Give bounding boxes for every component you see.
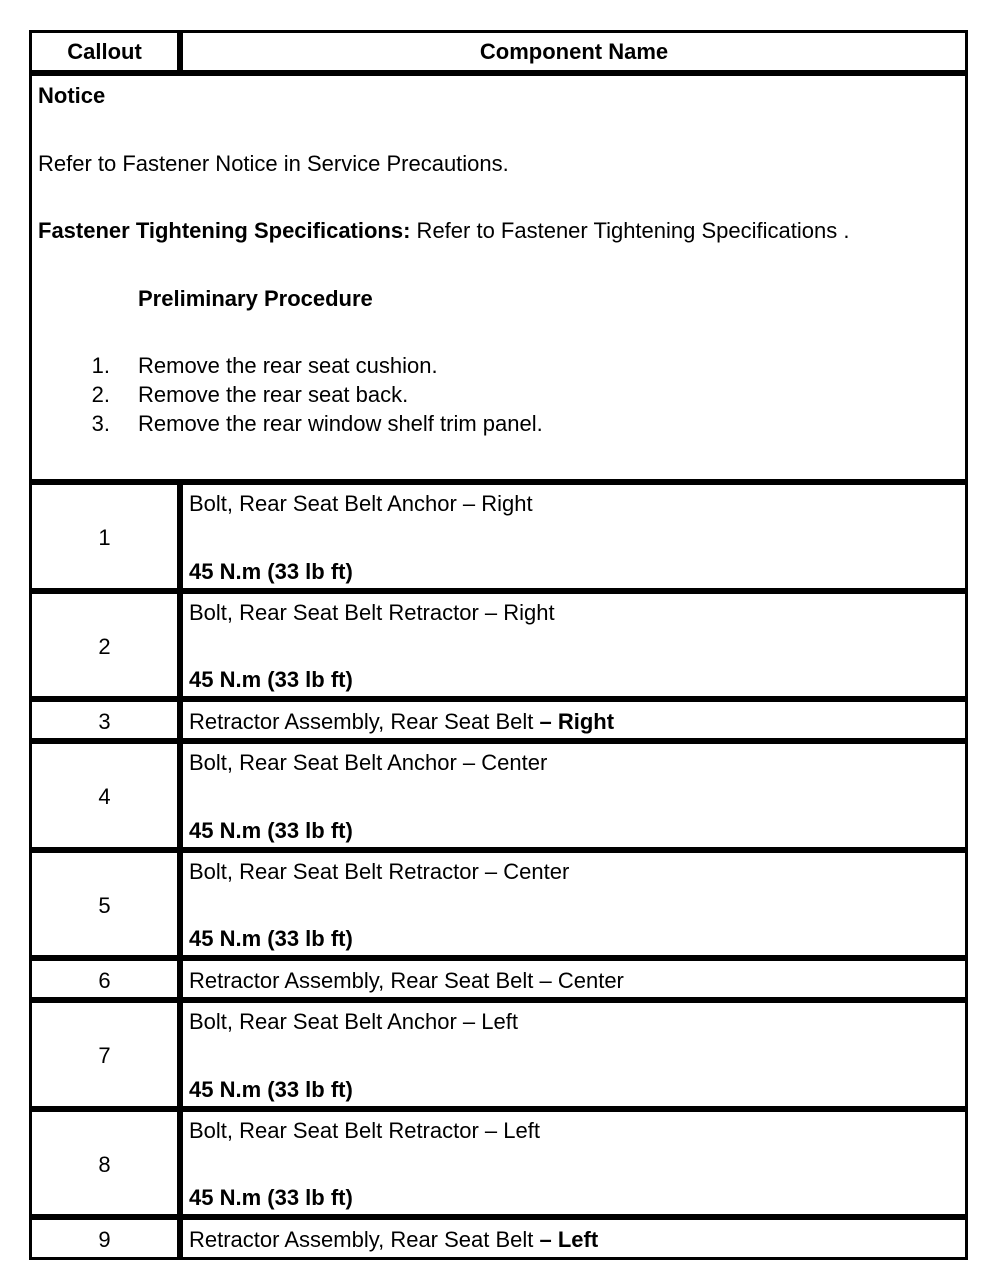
callout-number: 8 — [98, 1152, 111, 1177]
callout-number: 4 — [98, 784, 111, 809]
callout-number: 3 — [98, 709, 111, 734]
fastener-spec-text: Refer to Fastener Tightening Specifications . — [410, 218, 850, 243]
row-separator — [32, 847, 965, 853]
torque-spec: 45 N.m (33 lb ft) — [189, 818, 353, 843]
step-text: Remove the rear seat back. — [138, 382, 409, 407]
fastener-notice-text: Refer to Fastener Notice in Service Precautions. — [38, 151, 509, 176]
callout-number: 1 — [98, 525, 111, 550]
component-name: Bolt, Rear Seat Belt Retractor – Left — [189, 1118, 540, 1143]
component-name: Bolt, Rear Seat Belt Anchor – Right — [189, 491, 533, 516]
torque-spec: 45 N.m (33 lb ft) — [189, 926, 353, 951]
row-divider — [177, 485, 183, 589]
component-name: Bolt, Rear Seat Belt Anchor – Left — [189, 1009, 518, 1034]
step-text: Remove the rear seat cushion. — [138, 353, 438, 378]
step-number: 3. — [91, 411, 110, 436]
torque-spec: 45 N.m (33 lb ft) — [189, 667, 353, 692]
row-separator — [32, 738, 965, 744]
header-divider — [177, 33, 183, 71]
fastener-spec-line — [38, 218, 849, 244]
component-name: Bolt, Rear Seat Belt Retractor – Center — [189, 859, 570, 884]
row-divider — [177, 702, 183, 739]
component-name-side: – Left — [539, 1227, 599, 1252]
callout-number: 7 — [98, 1043, 111, 1068]
step-text: Remove the rear window shelf trim panel. — [138, 411, 543, 436]
component-name: Bolt, Rear Seat Belt Retractor – Right — [189, 600, 555, 625]
step-number: 2. — [91, 382, 110, 407]
fastener-spec-label: Fastener Tightening Specifications: — [38, 218, 411, 243]
row-divider — [177, 961, 183, 998]
row-divider — [177, 1003, 183, 1107]
row-divider — [177, 1112, 183, 1215]
row-divider — [177, 594, 183, 697]
notice-separator — [32, 479, 965, 485]
row-separator — [32, 997, 965, 1003]
step-number: 1. — [91, 353, 110, 378]
header-separator — [32, 70, 965, 76]
component-name-main: Retractor Assembly, Rear Seat Belt — [189, 1227, 540, 1252]
component-column-header: Component Name — [479, 39, 669, 64]
callout-number: 2 — [98, 634, 111, 659]
row-divider — [177, 744, 183, 848]
row-separator — [32, 1214, 965, 1220]
torque-spec: 45 N.m (33 lb ft) — [189, 559, 353, 584]
notice-title: Notice — [38, 83, 106, 108]
component-name — [189, 1227, 598, 1253]
torque-spec: 45 N.m (33 lb ft) — [189, 1077, 353, 1102]
component-name: Bolt, Rear Seat Belt Anchor – Center — [189, 750, 548, 775]
row-separator — [32, 696, 965, 702]
row-divider — [177, 1220, 183, 1257]
callout-number: 6 — [98, 968, 111, 993]
component-name: Retractor Assembly, Rear Seat Belt – Center — [189, 968, 624, 993]
component-name-main: Retractor Assembly, Rear Seat Belt — [189, 709, 540, 734]
callout-number: 9 — [98, 1227, 111, 1252]
callout-number: 5 — [98, 893, 111, 918]
row-divider — [177, 853, 183, 956]
row-separator — [32, 1106, 965, 1112]
row-separator — [32, 588, 965, 594]
component-name-side: – Right — [539, 709, 615, 734]
row-separator — [32, 955, 965, 961]
component-table — [29, 30, 968, 1260]
component-name — [189, 709, 614, 735]
torque-spec: 45 N.m (33 lb ft) — [189, 1185, 353, 1210]
preliminary-procedure-title: Preliminary Procedure — [138, 286, 373, 311]
callout-column-header: Callout — [67, 39, 142, 64]
